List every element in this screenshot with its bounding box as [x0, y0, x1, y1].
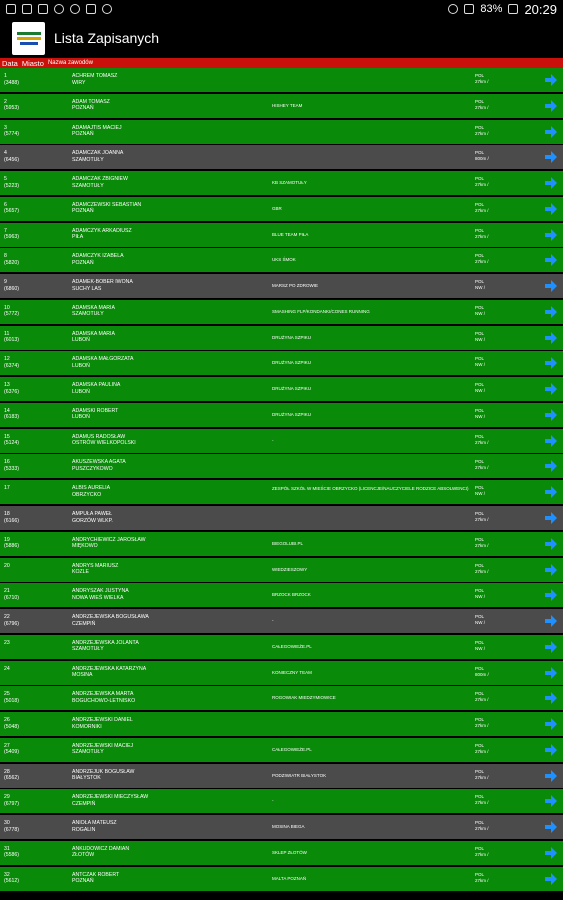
- entry-name-city: ANDRZEJEWSKI DANIEL KOMORNIKI: [72, 717, 133, 730]
- entry-category: POL NW /: [475, 407, 485, 419]
- arrow-right-icon[interactable]: [544, 794, 558, 808]
- entry-name-city: ANDRZEJEWSKI MACIEJ SZAMOTUŁY: [72, 742, 134, 756]
- entry-number: 1 (3488): [4, 73, 19, 86]
- list-item[interactable]: [0, 686, 563, 710]
- entry-name-city: ALBIS AURELIA OBRZYCKO: [72, 485, 111, 498]
- entry-club: CAŁEGOWIEŻE.PL: [272, 746, 312, 752]
- entry-category: POL NW /: [475, 639, 485, 651]
- list-item[interactable]: [0, 841, 563, 865]
- entry-category: POL NW /: [475, 330, 485, 342]
- entry-club: DRUŻYNA SZPIKU: [272, 411, 312, 417]
- list-item[interactable]: [0, 351, 563, 375]
- entry-name-city: ADAMCZYK IZABELA POZNAŃ: [72, 253, 124, 266]
- list-item[interactable]: [0, 94, 563, 118]
- list-item[interactable]: [0, 429, 563, 453]
- list-item[interactable]: [0, 197, 563, 221]
- arrow-right-icon[interactable]: [544, 73, 558, 87]
- entry-name-city: ADAMSKA MAŁGORZATA LUBOŃ: [72, 356, 134, 369]
- entry-name-city: ANDRYSZAK JUSTYNA NOWA WIEŚ WIELKA: [72, 588, 129, 601]
- entry-club: GBR: [272, 205, 282, 211]
- arrow-right-icon[interactable]: [544, 228, 558, 242]
- entry-club: ROGOWIAK MIEDZYMIOWICE: [272, 695, 336, 701]
- entry-number: 30 (6778): [4, 820, 19, 833]
- entry-category: POL 27km /: [475, 536, 489, 548]
- entry-number: 9 (6860): [4, 279, 19, 292]
- entry-number: 27 (5409): [4, 742, 19, 756]
- entry-category: POL 27km /: [475, 691, 489, 703]
- wifi-icon: [464, 4, 474, 14]
- arrow-right-icon[interactable]: [544, 356, 558, 370]
- alarm-icon: [448, 4, 458, 14]
- entry-category: POL 27km /: [475, 201, 489, 213]
- entry-name-city: ANDRZEJEWSKA KATARZYNA MOSINA: [72, 665, 147, 679]
- entry-category: POL NW /: [475, 382, 485, 394]
- list-item[interactable]: [0, 532, 563, 556]
- arrow-right-icon[interactable]: [544, 150, 558, 164]
- entry-category: POL NW /: [475, 304, 485, 316]
- instagram-icon: [38, 4, 48, 14]
- entry-name-city: AMPUŁA PAWEŁ GORZÓW WLKP.: [72, 511, 113, 524]
- entry-name-city: ADAM TOMASZ POZNAŃ: [72, 98, 110, 112]
- list-item[interactable]: [0, 815, 563, 839]
- entry-category: POL 27km /: [475, 871, 489, 883]
- column-miasto: Miasto: [21, 58, 44, 68]
- list-item[interactable]: [0, 120, 563, 144]
- list-item[interactable]: [0, 377, 563, 401]
- entry-name-city: ADAMSKA MARIA LUBOŃ: [72, 330, 115, 344]
- entry-name-city: ADAMCZAK JOANNA SZAMOTUŁY: [72, 150, 124, 163]
- list-item[interactable]: [0, 171, 563, 195]
- entry-number: 17: [4, 485, 10, 492]
- entry-name-city: ANTCZAK ROBERT POZNAŃ: [72, 871, 120, 885]
- entry-number: 16 (5333): [4, 459, 19, 472]
- entry-category: POL NW /: [475, 614, 485, 626]
- entry-number: 28 (6562): [4, 768, 19, 782]
- list-item[interactable]: [0, 68, 563, 92]
- entry-number: 8 (5820): [4, 253, 19, 266]
- entry-category: POL 27km /: [475, 562, 489, 574]
- entry-name-city: ANIOŁA MATEUSZ ROGALIN: [72, 820, 117, 833]
- entry-category: POL 27km /: [475, 227, 489, 239]
- entry-number: 7 (5963): [4, 227, 19, 241]
- tool-icon: [54, 4, 64, 14]
- entry-name-city: ADAMCZYK ARKADIUSZ PIŁA: [72, 227, 132, 241]
- list-item[interactable]: [0, 506, 563, 530]
- entry-category: POL NW /: [475, 588, 485, 600]
- list-item[interactable]: [0, 764, 563, 788]
- list-item[interactable]: [0, 867, 563, 891]
- column-header: [0, 58, 563, 68]
- arrow-right-icon[interactable]: [544, 743, 558, 757]
- notification-icon: [6, 4, 16, 14]
- entry-number: 25 (5018): [4, 691, 19, 704]
- arrow-right-icon[interactable]: [544, 537, 558, 551]
- entry-category: POL 27km /: [475, 459, 489, 471]
- entry-number: 24: [4, 665, 10, 672]
- arrow-right-icon[interactable]: [544, 666, 558, 680]
- battery-icon: [508, 4, 518, 14]
- entry-club: MOSINA BIEGA: [272, 824, 305, 830]
- entry-club: BRZOCK BRZOCK: [272, 592, 311, 598]
- app-icon: [86, 4, 96, 14]
- entry-number: 32 (5612): [4, 871, 19, 885]
- entry-number: 13 (6376): [4, 382, 19, 395]
- arrow-right-icon[interactable]: [544, 253, 558, 267]
- entry-name-city: ANDRZEJUK BOGUSŁAW BIAŁYSTOK: [72, 768, 135, 782]
- entry-name-city: ADAMSKI ROBERT LUBOŃ: [72, 407, 119, 421]
- arrow-right-icon[interactable]: [544, 434, 558, 448]
- entry-category: POL 27km /: [475, 717, 489, 729]
- arrow-right-icon[interactable]: [544, 640, 558, 654]
- list-item[interactable]: [0, 223, 563, 247]
- arrow-right-icon[interactable]: [544, 408, 558, 422]
- entry-name-city: ADAMUS RADOSŁAW OSTRÓW WIELKOPOLSKI: [72, 433, 136, 447]
- list-item[interactable]: [0, 454, 563, 478]
- list-item[interactable]: [0, 274, 563, 298]
- entry-club: DRUŻYNA SZPIKU: [272, 386, 312, 392]
- entry-number: 18 (6166): [4, 511, 19, 524]
- entry-number: 15 (5124): [4, 433, 19, 447]
- entry-name-city: ADAMAJTIS MACIEJ POZNAŃ: [72, 124, 122, 138]
- block-icon: [70, 4, 80, 14]
- entry-name-city: ANDRZEJEWSKI MIECZYSŁAW CZEMPIŃ: [72, 794, 149, 807]
- entry-category: POL 27km /: [475, 511, 489, 523]
- entry-club: CAŁEGOWIEŻE.PL: [272, 643, 312, 649]
- entry-name-city: ACHREM TOMASZ WIRY: [72, 73, 118, 86]
- system-icons: [448, 2, 557, 17]
- entry-club: MALTA POZNAŃ: [272, 875, 307, 881]
- entry-name-city: ANDRYCHIEWICZ JAROSŁAW MIĘKOWO: [72, 536, 146, 550]
- entry-name-city: ADAMCZAK ZBIGNIEW SZAMOTUŁY: [72, 176, 128, 189]
- entry-category: POL 27km /: [475, 820, 489, 832]
- entry-number: 29 (6797): [4, 794, 19, 807]
- arrow-right-icon[interactable]: [544, 99, 558, 113]
- mail-icon: [22, 4, 32, 14]
- arrow-right-icon[interactable]: [544, 614, 558, 628]
- list-item[interactable]: [0, 403, 563, 427]
- entry-category: POL 27km /: [475, 73, 489, 84]
- entry-category: POL 800m /: [475, 665, 489, 677]
- arrow-right-icon[interactable]: [544, 305, 558, 319]
- entry-name-city: ANDRZEJEWSKA JOLANTA SZAMOTUŁY: [72, 639, 139, 653]
- arrow-right-icon[interactable]: [544, 382, 558, 396]
- entry-category: POL NW /: [475, 279, 485, 291]
- entry-category: POL 27km /: [475, 98, 489, 110]
- entry-club: KONIECZNY TEAM: [272, 669, 312, 675]
- participant-list[interactable]: [0, 68, 563, 893]
- entry-club: BLUE TEAM PIŁA: [272, 231, 309, 237]
- entry-club: WIEDZIESZOWY: [272, 566, 308, 572]
- entry-name-city: ADAMCZEWSKI SEBASTIAN POZNAŃ: [72, 201, 142, 215]
- entry-category: POL 27km /: [475, 176, 489, 188]
- entry-name-city: ANDRZEJEWSKA BOGUSŁAWA CZEMPIŃ: [72, 614, 149, 627]
- app-logo[interactable]: [12, 22, 45, 55]
- entry-category: POL 27km /: [475, 433, 489, 445]
- entry-category: POL 27km /: [475, 253, 489, 265]
- entry-number: 26 (5048): [4, 717, 19, 730]
- list-item[interactable]: [0, 583, 563, 607]
- entry-club: MARSZ PO ZDROWIE: [272, 283, 318, 289]
- list-item[interactable]: [0, 300, 563, 324]
- arrow-right-icon[interactable]: [544, 202, 558, 216]
- entry-club: DRUŻYNA SZPIKU: [272, 334, 312, 340]
- entry-number: 5 (5223): [4, 176, 19, 189]
- arrow-right-icon[interactable]: [544, 691, 558, 705]
- list-item[interactable]: [0, 480, 563, 504]
- entry-club: -: [272, 618, 274, 624]
- list-item[interactable]: [0, 789, 563, 813]
- compass-icon: [102, 4, 112, 14]
- arrow-right-icon[interactable]: [544, 769, 558, 783]
- list-item[interactable]: [0, 248, 563, 272]
- entry-club: UKS ŚMOK: [272, 257, 296, 263]
- entry-club: HISHEY TEAM: [272, 102, 303, 108]
- entry-name-city: ANDRZEJEWSKA MARTA BOGUCHOWO-LETNISKO: [72, 691, 136, 704]
- arrow-right-icon[interactable]: [544, 485, 558, 499]
- entry-category: POL NW /: [475, 356, 485, 368]
- entry-number: 4 (6456): [4, 150, 19, 163]
- entry-number: 19 (5886): [4, 536, 19, 550]
- entry-name-city: ANKUDOWICZ DAMIAN ZŁOTÓW: [72, 845, 130, 859]
- entry-number: 3 (5774): [4, 124, 19, 138]
- entry-category: POL 27km /: [475, 768, 489, 780]
- arrow-right-icon[interactable]: [544, 717, 558, 731]
- entry-number: 2 (5953): [4, 98, 19, 112]
- entry-club: SKLEP ZŁOTÓW: [272, 849, 307, 855]
- list-item[interactable]: [0, 712, 563, 736]
- arrow-right-icon[interactable]: [544, 820, 558, 834]
- arrow-right-icon[interactable]: [544, 279, 558, 293]
- entry-number: 14 (6183): [4, 407, 19, 421]
- entry-club: DRUŻYNA SZPIKU: [272, 360, 312, 366]
- list-item[interactable]: [0, 145, 563, 169]
- entry-club: BIEGOLUBI.PL: [272, 540, 304, 546]
- clock: 20:29: [524, 1, 557, 17]
- entry-club: -: [272, 437, 274, 443]
- list-item[interactable]: [0, 558, 563, 582]
- notification-icons: [6, 4, 112, 14]
- list-item[interactable]: [0, 661, 563, 685]
- entry-club: PODZIWIATR BIAŁYSTOK: [272, 772, 327, 778]
- page-title: Lista Zapisanych: [54, 30, 160, 46]
- arrow-right-icon[interactable]: [544, 846, 558, 860]
- entry-club: ZESPÓŁ SZKÓŁ W MIEŚCIE OBRZYCKO (LICENCJE/NAUCZYCIELE RODZICE ABSOLWENCI): [272, 486, 469, 492]
- column-nazwa: Nazwa zawodów: [47, 60, 93, 66]
- battery-percent: 83%: [480, 3, 503, 15]
- entry-number: 21 (6710): [4, 588, 19, 601]
- entry-name-city: ANDRYS MARIUSZ KOZLE: [72, 562, 119, 576]
- list-item[interactable]: [0, 609, 563, 633]
- entry-number: 31 (5586): [4, 845, 19, 859]
- arrow-right-icon[interactable]: [544, 331, 558, 345]
- arrow-right-icon[interactable]: [544, 176, 558, 190]
- entry-number: 12 (6374): [4, 356, 19, 369]
- list-item[interactable]: [0, 326, 563, 350]
- arrow-right-icon[interactable]: [544, 459, 558, 473]
- arrow-right-icon[interactable]: [544, 511, 558, 525]
- entry-category: POL 27km /: [475, 794, 489, 806]
- arrow-right-icon[interactable]: [544, 588, 558, 602]
- entry-number: 23: [4, 639, 10, 646]
- entry-club: -: [272, 798, 274, 804]
- entry-category: POL NW /: [475, 485, 485, 497]
- list-item[interactable]: [0, 738, 563, 762]
- arrow-right-icon[interactable]: [544, 125, 558, 139]
- entry-category: POL 27km /: [475, 845, 489, 857]
- arrow-right-icon[interactable]: [544, 872, 558, 886]
- entry-number: 10 (5772): [4, 304, 19, 318]
- entry-club: SMASHING FLP/KONDANKI/CONES RUNNING: [272, 308, 370, 314]
- entry-category: POL 27km /: [475, 742, 489, 754]
- arrow-right-icon[interactable]: [544, 563, 558, 577]
- list-item[interactable]: [0, 635, 563, 659]
- entry-name-city: ADAMSKA MARIA SZAMOTUŁY: [72, 304, 115, 318]
- app-bar: [0, 18, 563, 58]
- entry-category: POL 27km /: [475, 124, 489, 136]
- entry-number: 22 (6796): [4, 614, 19, 627]
- entry-category: POL 800m /: [475, 150, 489, 162]
- column-data: Data: [2, 58, 18, 68]
- entry-number: 11 (6013): [4, 330, 19, 344]
- entry-name-city: ADAMEK-BOBER IWONA SUCHY LAS: [72, 279, 133, 292]
- entry-club: KB SZAMOTUŁY: [272, 180, 307, 186]
- entry-number: 20: [4, 562, 10, 569]
- entry-name-city: AKUSZEWSKA AGATA PUSZCZYKOWO: [72, 459, 126, 472]
- status-bar: [0, 0, 563, 18]
- entry-name-city: ADAMSKA PAULINA LUBOŃ: [72, 382, 121, 395]
- entry-number: 6 (5657): [4, 201, 19, 215]
